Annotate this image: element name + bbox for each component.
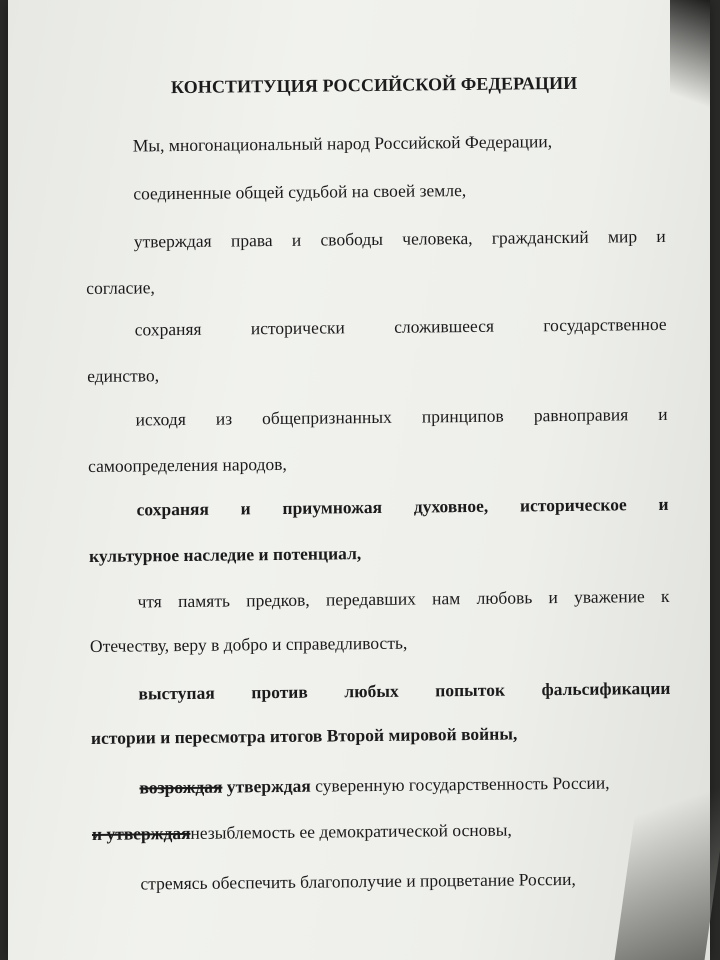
text-line: Мы, многонациональный народ Российской Федерации, xyxy=(132,131,553,156)
text-line: согласие, xyxy=(86,277,155,298)
line-rest: незыблемость ее демократической основы, xyxy=(190,819,512,843)
struck-word: возрождая xyxy=(139,776,223,798)
text-line: утверждая права и свободы человека, гражданский мир и xyxy=(133,225,666,252)
text-line-bold: истории и пересмотра итогов Второй мировой войны, xyxy=(90,723,518,748)
text-line: сохраняя исторически сложившееся государственное xyxy=(134,313,667,340)
struck-word: и утверждая xyxy=(91,822,191,844)
document-body xyxy=(84,68,671,894)
text-line: соединенные общей судьбой на своей земле, xyxy=(133,180,467,204)
line-rest: суверенную государственность России, xyxy=(315,772,610,796)
document-title: КОНСТИТУЦИЯ РОССИЙСКОЙ ФЕДЕРАЦИИ xyxy=(170,72,578,98)
text-line: стремясь обеспечить благополучие и процветание России, xyxy=(140,868,576,894)
inserted-word: утверждая xyxy=(226,775,311,797)
text-line: Отечеству, веру в добро и справедливость, xyxy=(89,632,408,656)
text-line-bold: сохраняя и приумножая духовное, историческое и xyxy=(136,493,669,520)
text-line-bold: культурное наследие и потенциал, xyxy=(88,543,362,566)
text-line-bold: выступая против любых попыток фальсификации xyxy=(138,677,671,704)
text-line: единство, xyxy=(87,365,160,386)
corner-shadow xyxy=(670,0,710,140)
amended-line xyxy=(91,772,671,799)
text-line: исходя из общепризнанных принципов равноправия и xyxy=(135,403,668,430)
paper-sheet xyxy=(8,0,710,960)
text-line: самоопределения народов, xyxy=(88,453,287,476)
text-line: чтя память предков, передавших нам любовь и уважение к xyxy=(137,585,670,612)
amended-line xyxy=(92,818,672,845)
